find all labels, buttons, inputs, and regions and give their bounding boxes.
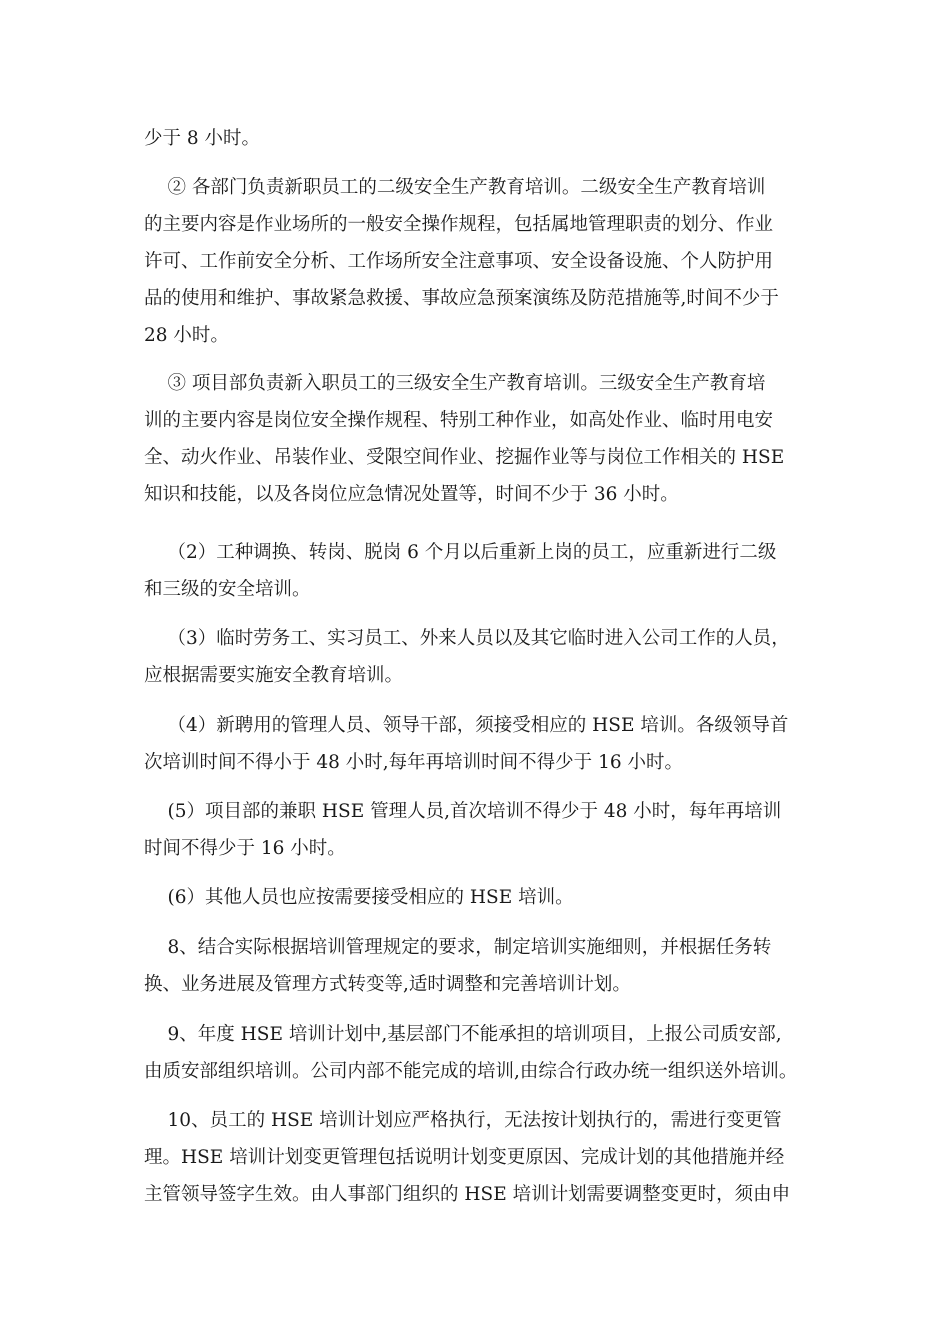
paragraph-line: (5）项目部的兼职 HSE 管理人员,首次培训不得少于 48 小时，每年再培训 (144, 801, 782, 822)
paragraph-line: 的主要内容是作业场所的一般安全操作规程，包括属地管理职责的划分、作业 (144, 214, 774, 235)
paragraph-line: 主管领导签字生效。由人事部门组织的 HSE 培训计划需要调整变更时，须由申 (144, 1184, 791, 1205)
paragraph-5 (144, 620, 809, 694)
paragraph-line: 品的使用和维护、事故紧急救援、事故应急预案演练及防范措施等,时间不少于 (144, 288, 779, 309)
paragraph-8 (144, 879, 809, 916)
paragraph-6 (144, 707, 809, 781)
paragraph-line: （2）工种调换、转岗、脱岗 6 个月以后重新上岗的员工，应重新进行二级 (144, 542, 777, 563)
paragraph-line: ③ 项目部负责新入职员工的三级安全生产教育培训。三级安全生产教育培 (144, 373, 766, 394)
paragraph-2 (144, 169, 809, 354)
paragraph-line: （4）新聘用的管理人员、领导干部，须接受相应的 HSE 培训。各级领导首 (144, 715, 789, 736)
paragraph-line: 次培训时间不得小于 48 小时,每年再培训时间不得少于 16 小时。 (144, 752, 683, 773)
paragraph-line: 28 小时。 (144, 325, 229, 346)
paragraph-line: 8、结合实际根据培训管理规定的要求，制定培训实施细则，并根据任务转 (144, 937, 772, 958)
paragraph-line: 理。HSE 培训计划变更管理包括说明计划变更原因、完成计划的其他措施并经 (144, 1147, 785, 1168)
paragraph-10 (144, 1016, 809, 1090)
paragraph-line: (6）其他人员也应按需要接受相应的 HSE 培训。 (144, 887, 574, 908)
paragraph-line: （3）临时劳务工、实习员工、外来人员以及其它临时进入公司工作的人员， (144, 628, 790, 649)
paragraph-line: 训的主要内容是岗位安全操作规程、特别工种作业，如高处作业、临时用电安 (144, 410, 774, 431)
paragraph-line: 知识和技能，以及各岗位应急情况处置等，时间不少于 36 小时。 (144, 484, 679, 505)
paragraph-1 (144, 120, 809, 157)
paragraph-line: ② 各部门负责新职员工的二级安全生产教育培训。二级安全生产教育培训 (144, 177, 766, 198)
paragraph-line: 时间不得少于 16 小时。 (144, 838, 346, 859)
paragraph-line: 少于 8 小时。 (144, 128, 261, 149)
paragraph-3 (144, 365, 809, 513)
paragraph-line: 9、年度 HSE 培训计划中,基层部门不能承担的培训项目，上报公司质安部, (144, 1024, 782, 1045)
paragraph-line: 换、业务进展及管理方式转变等,适时调整和完善培训计划。 (144, 974, 631, 995)
paragraph-9 (144, 929, 809, 1003)
paragraph-line: 全、动火作业、吊装作业、受限空间作业、挖掘作业等与岗位工作相关的 HSE (144, 447, 785, 468)
paragraph-line: 应根据需要实施安全教育培训。 (144, 665, 404, 686)
paragraph-7 (144, 793, 809, 867)
paragraph-11 (144, 1102, 809, 1213)
paragraph-line: 许可、工作前安全分析、工作场所安全注意事项、安全设备设施、个人防护用 (144, 251, 774, 272)
paragraph-line: 由质安部组织培训。公司内部不能完成的培训,由综合行政办统一组织送外培训。 (144, 1061, 798, 1082)
paragraph-line: 和三级的安全培训。 (144, 579, 311, 600)
paragraph-line: 10、员工的 HSE 培训计划应严格执行，无法按计划执行的，需进行变更管 (144, 1110, 782, 1131)
paragraph-4 (144, 534, 809, 608)
